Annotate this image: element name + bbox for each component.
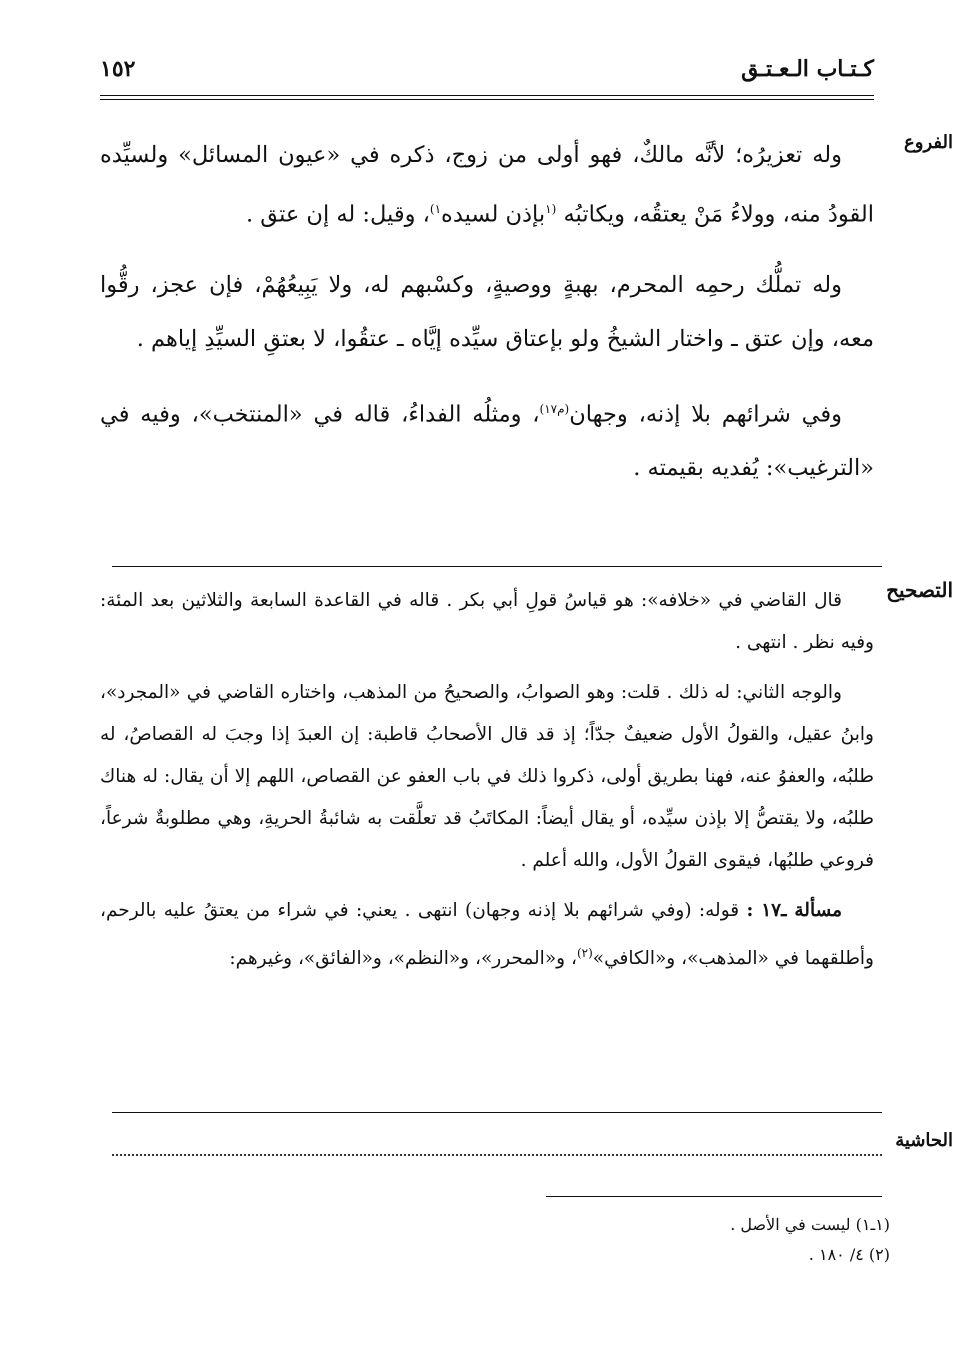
footnote-ref: (٢): [576, 946, 593, 960]
section-divider: [112, 566, 882, 567]
issue-label: مسألة ـ١٧ :: [746, 900, 842, 921]
main-p1-inserted: بإذن لسيده: [441, 201, 546, 228]
side-label-furu: الفروع: [904, 132, 953, 153]
tashih-p3-tail: ، و«المحرر»، و«النظم»، و«الفائق»، وغيرهم:: [229, 948, 577, 970]
running-title: كـتـاب الـعـتـق: [741, 56, 874, 82]
main-p3-text: وفي شرائهم بلا إذنه، وجهان: [569, 401, 842, 427]
tashih-paragraph-2: والوجه الثاني: له ذلك . قلت: وهو الصوابُ، والصحيحُ من المذهب، واختاره القاضي في «المجرد»، وابنُ عقيل، والقولُ الأول ضعيفٌ جدّاً؛ إذ قد قال الأصحابُ قاطبة: إن العبدَ إذا وجبَ له القصاصُ، له طلبُه، والعفوُ عنه، فهنا بطريق أولى، ذكروا ذلك في باب العفو عن القصاص، اللهم إلا أن يقال: له هناك طلبُه، ولا يقتصُّ إلا بإذن سيِّده، أو يقال أيضاً: المكاتَبُ قد تعلَّقت به شائبةُ الحريةِ، وهي مطلوبةٌ شرعاً، فروعي طلبُها، فيقوى القولُ الأول، والله أعلم .: [100, 682, 874, 871]
main-p1-tail: ، وقيل: له إن عتق .: [246, 201, 430, 228]
main-paragraph-1: [100, 128, 874, 242]
page-number: ١٥٢: [100, 56, 136, 82]
main-p3-tail: ، ومثلُه الفداءُ، قاله في «المنتخب»، وفيه في «الترغيب»: يُفديه بقيمته .: [100, 401, 874, 481]
main-paragraph-3: [100, 382, 874, 496]
issue-ref: (م١٧): [539, 401, 570, 416]
page-header: [100, 56, 874, 92]
main-paragraph-2: وله تملُّك رحمِه المحرم، بهبةٍ ووصيةٍ، وكسْبهم له، ولا يَبِيعُهُمْ، فإن عجز، رقُّوا معه، وإن عتق ـ واختار الشيخُ ولو بإعتاق سيِّده إيَّاه ـ عتقُوا، لا بعتقِ السيِّدِ إياهم .: [100, 271, 874, 352]
header-rule-top: [100, 95, 874, 96]
side-label-tashih: التصحيح: [886, 578, 953, 602]
footnote-ref: (١: [545, 202, 557, 216]
tashih-paragraph-1: قال القاضي في «خلافه»: هو قياسُ قولِ أبي بكر . قاله في القاعدة السابعة والثلاثين بعد المئة: وفيه نظر . انتهى .: [100, 590, 874, 653]
main-p1-text: وله تعزيرُه؛ لأنَّه مالكٌ، فهو أولى من زوج، ذكره في «عيون المسائل» ولسيِّده القودُ منه، وولاءُ مَنْ يعتقُه، ويكاتبُه: [100, 142, 874, 228]
tashih-paragraph-3: [100, 890, 874, 980]
footnote-rule: [546, 1196, 882, 1197]
footnote-1: (١ـ١) ليست في الأصل .: [730, 1215, 890, 1234]
header-rule-bottom: [100, 99, 874, 100]
section-divider: [112, 1112, 882, 1113]
footnotes: [100, 1210, 890, 1270]
tashih-p3-text: قوله: (وفي شرائهم بلا إذنه وجهان) انتهى . يعني: في شراء من يعتقُ عليه بالرحم، وأطلقهما في «المذهب»، و«الكافي»: [100, 900, 874, 970]
footnote-2: (٢) ٤/ ١٨٠ .: [808, 1245, 890, 1264]
side-label-hashiya: الحاشية: [895, 1130, 953, 1151]
footnote-ref: ١): [429, 202, 442, 216]
dotted-line: [112, 1154, 882, 1156]
main-text: [100, 128, 874, 511]
tashih-text: [100, 580, 874, 988]
